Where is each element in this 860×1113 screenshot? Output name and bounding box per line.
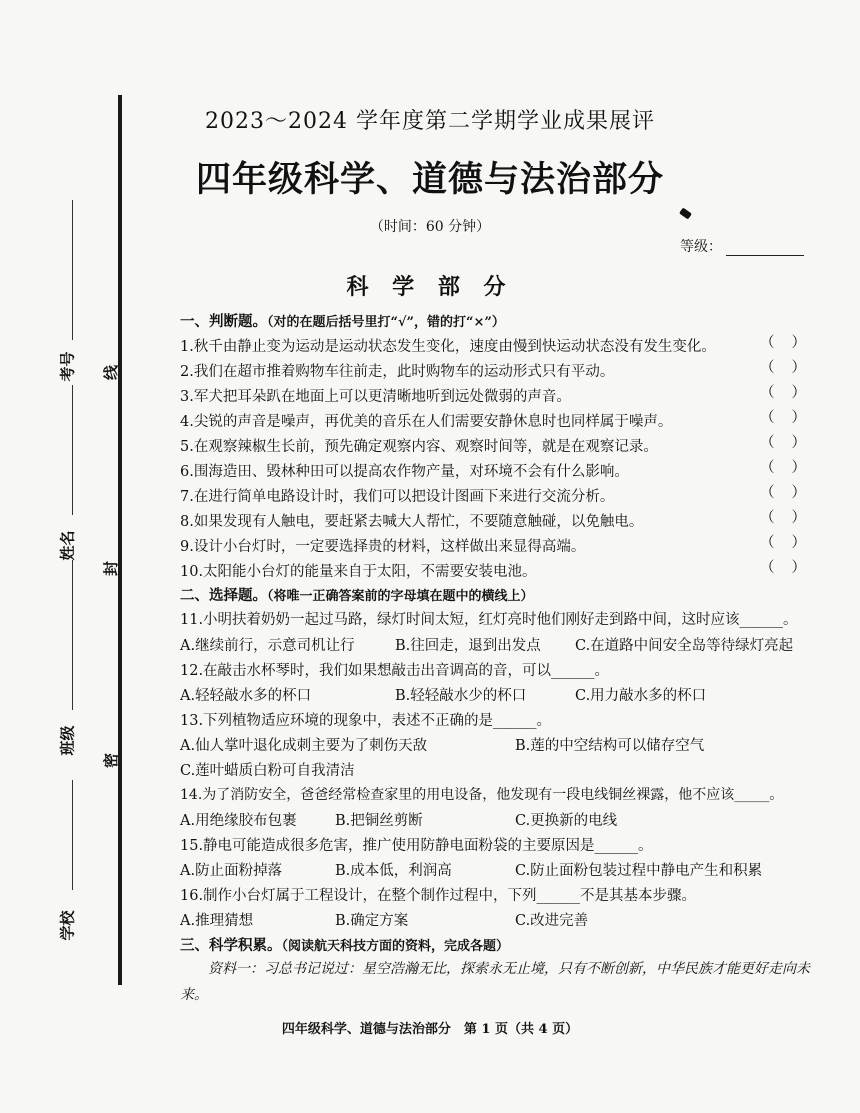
answer-paren-6[interactable] (760, 456, 806, 477)
question-14: 14.为了消防安全，爸爸经常检查家里的用电设备，他发现有一段电线铜丝裸露，他不应该_____。 (180, 787, 784, 803)
exam-subtitle: 四年级科学、道德与法治部分 (195, 159, 664, 200)
answer-paren-1[interactable] (760, 331, 806, 352)
paren-open: （ (760, 410, 775, 426)
part3-heading (180, 934, 509, 955)
q15-option-a: A.防止面粉掉落 (180, 863, 283, 879)
paren-open: （ (760, 510, 775, 526)
class-label: 班级 (58, 725, 77, 756)
paren-close: ） (791, 360, 806, 376)
judge-item-7: 7.在进行简单电路设计时，我们可以把设计图画下来进行交流分析。 (180, 489, 615, 505)
page-footer: 四年级科学、道德与法治部分 第 1 页（共 4 页） (281, 1022, 579, 1037)
paren-close: ） (791, 510, 806, 526)
part2-heading-text: 二、选择题。 (180, 587, 267, 604)
q15-option-c: C.防止面粉包装过程中静电产生和积累 (515, 863, 763, 879)
judge-item-8: 8.如果发现有人触电，要赶紧去喊大人帮忙，不要随意触碰，以免触电。 (180, 514, 644, 530)
material-1: 资料一：习总书记说过：星空浩瀚无比，探索永无止境，只有不断创新，中华民族才能更好走向未来。 (180, 961, 810, 1003)
paren-close: ） (791, 535, 806, 551)
paren-open: （ (760, 535, 775, 551)
question-11: 11.小明扶着奶奶一起过马路，绿灯时间太短，红灯亮时他们刚好走到路中间，这时应该______。 (180, 612, 798, 628)
answer-paren-10[interactable] (760, 556, 806, 577)
q12-option-c: C.用力敲水多的杯口 (575, 688, 707, 704)
grade-blank[interactable] (726, 241, 804, 256)
q11-option-a: A.继续前行，示意司机让行 (180, 638, 355, 654)
part3-heading-text: 三、科学积累。 (180, 937, 282, 954)
judge-item-2: 2.我们在超市推着购物车往前走，此时购物车的运动形式只有平动。 (180, 364, 615, 380)
class-blank-line (72, 560, 73, 710)
question-13: 13.下列植物适应环境的现象中，表述不正确的是______。 (180, 713, 552, 729)
paren-close: ） (791, 560, 806, 576)
q12-option-b: B.轻轻敲水少的杯口 (395, 688, 527, 704)
answer-paren-3[interactable] (760, 381, 806, 402)
exam-title: 2023～2024 学年度第二学期学业成果展评 (205, 109, 655, 134)
paren-close: ） (791, 460, 806, 476)
q14-option-b: B.把铜丝剪断 (335, 813, 423, 829)
question-15: 15.静电可能造成很多危害，推广使用防静电面粉袋的主要原因是______。 (180, 838, 653, 854)
paren-close: ） (791, 435, 806, 451)
exam-no-label: 考号 (58, 351, 77, 382)
paren-close: ） (791, 485, 806, 501)
judge-item-1: 1.秋千由静止变为运动是运动状态发生变化，速度由慢到快运动状态没有发生变化。 (180, 339, 716, 355)
answer-paren-9[interactable] (760, 531, 806, 552)
q16-option-b: B.确定方案 (335, 913, 409, 929)
part1-note: （对的在题后括号里打“√”，错的打“×”） (267, 315, 505, 330)
grade-field (680, 236, 804, 256)
part3-note: （阅读航天科技方面的资料，完成各题） (281, 939, 510, 954)
q13-option-c: C.莲叶蜡质白粉可自我清洁 (180, 763, 355, 779)
q15-option-b: B.成本低，利润高 (335, 863, 452, 879)
part1-heading (180, 310, 505, 331)
part2-note: （将唯一正确答案前的字母填在题中的横线上） (267, 589, 534, 604)
question-16: 16.制作小台灯属于工程设计，在整个制作过程中，下列______不是其基本步骤。 (180, 888, 697, 904)
exam-time: （时间：60 分钟） (369, 219, 491, 235)
seal-mi: 密 (102, 752, 121, 769)
question-12: 12.在敲击水杯琴时，我们如果想敲击出音调高的音，可以______。 (180, 663, 610, 679)
paren-close: ） (791, 335, 806, 351)
q11-option-c: C.在道路中间安全岛等待绿灯亮起 (575, 638, 794, 654)
q12-option-a: A.轻轻敲水多的杯口 (180, 688, 312, 704)
part1-heading-text: 一、判断题。 (180, 313, 267, 330)
name-blank-line (72, 385, 73, 515)
q13-option-a: A.仙人掌叶退化成刺主要为了刺伤天敌 (180, 738, 428, 754)
paren-open: （ (760, 335, 775, 351)
grade-label: 等级： (680, 239, 722, 255)
answer-paren-8[interactable] (760, 506, 806, 527)
judge-item-5: 5.在观察辣椒生长前，预先确定观察内容、观察时间等，就是在观察记录。 (180, 439, 658, 455)
answer-paren-2[interactable] (760, 356, 806, 377)
paren-open: （ (760, 460, 775, 476)
name-label: 姓名 (58, 530, 77, 561)
q16-option-c: C.改进完善 (515, 913, 589, 929)
judge-item-3: 3.军犬把耳朵趴在地面上可以更清晰地听到远处微弱的声音。 (180, 389, 571, 405)
judge-item-9: 9.设计小台灯时，一定要选择贵的材料，这样做出来显得高端。 (180, 539, 586, 555)
q14-option-a: A.用绝缘胶布包裹 (180, 813, 297, 829)
paren-open: （ (760, 560, 775, 576)
q16-option-a: A.推理猜想 (180, 913, 254, 929)
judge-item-6: 6.围海造田、毁林种田可以提高农作物产量，对环境不会有什么影响。 (180, 464, 629, 480)
paren-close: ） (791, 410, 806, 426)
judge-item-4: 4.尖锐的声音是噪声，再优美的音乐在人们需要安静休息时也同样属于噪声。 (180, 414, 673, 430)
paren-open: （ (760, 360, 775, 376)
paren-open: （ (760, 385, 775, 401)
q14-option-c: C.更换新的电线 (515, 813, 618, 829)
q13-option-b: B.莲的中空结构可以储存空气 (515, 738, 705, 754)
seal-xian: 线 (102, 364, 121, 381)
school-blank-line (72, 780, 73, 890)
paren-open: （ (760, 435, 775, 451)
answer-paren-4[interactable] (760, 406, 806, 427)
seal-feng: 封 (102, 560, 121, 577)
q11-option-b: B.往回走，退到出发点 (395, 638, 541, 654)
paren-open: （ (760, 485, 775, 501)
section-title: 科 学 部 分 (346, 274, 514, 300)
judge-item-10: 10.太阳能小台灯的能量来自于太阳，不需要安装电池。 (180, 564, 537, 580)
answer-paren-7[interactable] (760, 481, 806, 502)
part2-heading (180, 584, 534, 605)
paren-close: ） (791, 385, 806, 401)
answer-paren-5[interactable] (760, 431, 806, 452)
school-label: 学校 (58, 910, 77, 941)
